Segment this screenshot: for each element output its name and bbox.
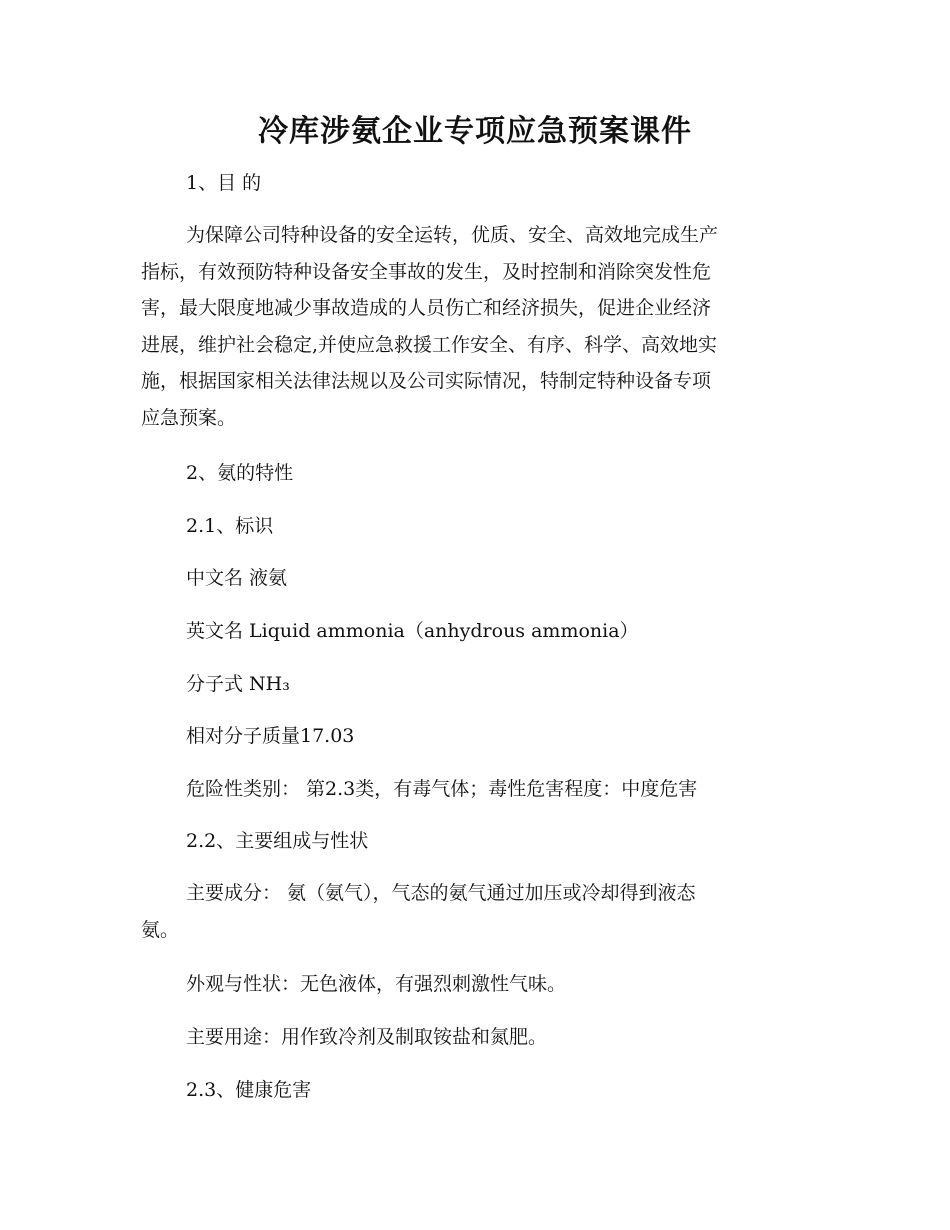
molecular-mass-line: 相对分子质量17.03 <box>186 725 355 747</box>
paragraph-line: 应急预案。 <box>141 406 237 429</box>
paragraph-line: 害，最大限度地减少事故造成的人员伤亡和经济损失，促进企业经济 <box>141 297 712 320</box>
composition-paragraph <box>141 875 806 948</box>
subsection-heading-identification: 2.1、标识 <box>186 515 274 537</box>
hazard-class-line: 危险性类别： 第2.3类，有毒气体；毒性危害程度：中度危害 <box>186 778 698 800</box>
section-heading-purpose: 1、目 的 <box>186 172 262 194</box>
subsection-heading-composition: 2.2、主要组成与性状 <box>186 830 369 852</box>
paragraph-line: 施，根据国家相关法律法规以及公司实际情况，特制定特种设备专项 <box>141 370 712 393</box>
purpose-paragraph <box>141 217 806 437</box>
document-title: 冷库涉氨企业专项应急预案课件 <box>258 114 692 149</box>
paragraph-line: 氨。 <box>141 918 180 941</box>
paragraph-line: 进展，维护社会稳定,并使应急救援工作安全、有序、科学、高效地实 <box>141 333 718 356</box>
chinese-name-line: 中文名 液氨 <box>186 567 288 589</box>
english-name-line: 英文名 Liquid ammonia（anhydrous ammonia） <box>186 620 639 642</box>
formula-line: 分子式 NH₃ <box>186 673 290 695</box>
paragraph-line: 主要成分： 氨（氨气），气态的氨气通过加压或冷却得到液态 <box>186 882 696 904</box>
usage-line: 主要用途：用作致冷剂及制取铵盐和氮肥。 <box>186 1026 548 1048</box>
paragraph-line: 为保障公司特种设备的安全运转，优质、安全、高效地完成生产 <box>186 224 719 246</box>
appearance-line: 外观与性状：无色液体，有强烈刺激性气味。 <box>186 973 567 995</box>
section-heading-ammonia-properties: 2、氨的特性 <box>186 462 294 484</box>
paragraph-line: 指标，有效预防特种设备安全事故的发生，及时控制和消除突发性危 <box>141 260 712 283</box>
subsection-heading-health-hazards: 2.3、健康危害 <box>186 1079 312 1101</box>
